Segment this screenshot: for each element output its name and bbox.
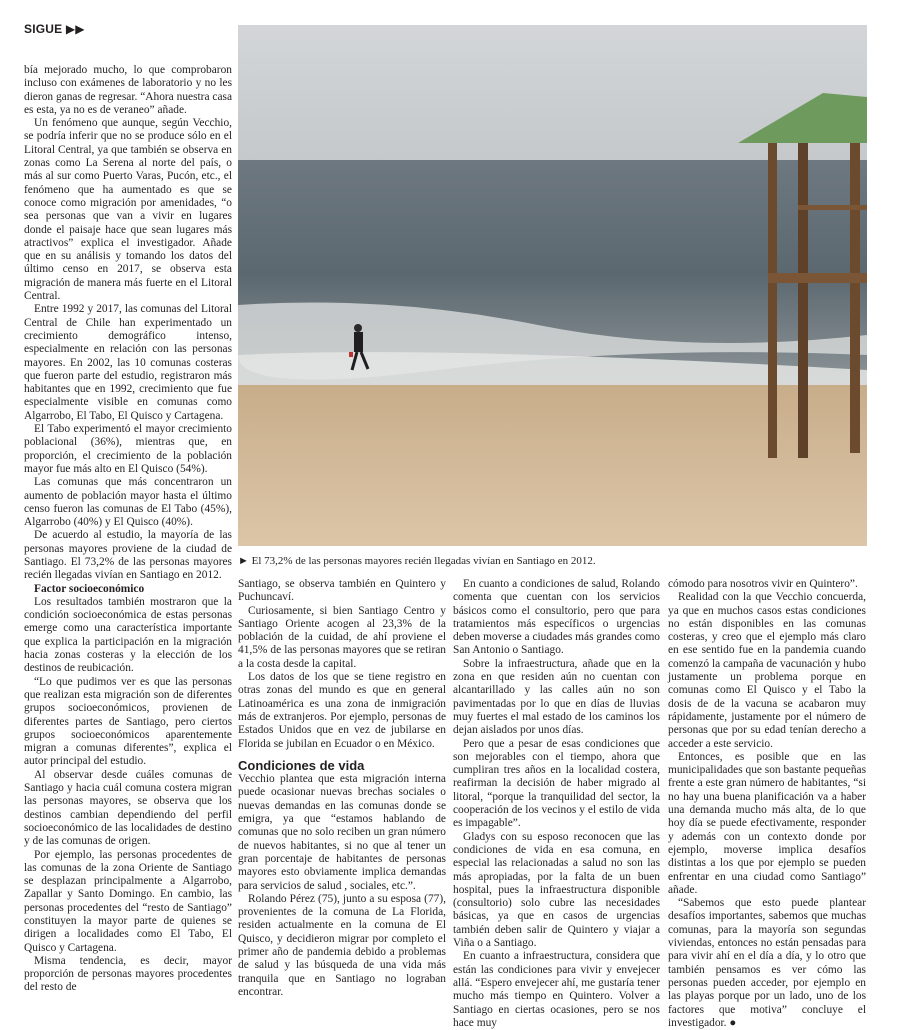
paragraph: Curiosamente, si bien Santiago Centro y Santiago Oriente acogen al 23,3% de la población de la cuidad, de ahí proviene el 41,5% de las personas mayores que se retiran a la costa desde la capital. bbox=[238, 604, 446, 670]
paragraph: En cuanto a condiciones de salud, Rolando comenta que cuentan con los servicios básicos como el consultorio, pero que para tratamientos más específicos o urgencias deben moverse a ciudades más grandes como San Antonio o Santiago. bbox=[453, 578, 660, 657]
paragraph: bía mejorado mucho, lo que comprobaron incluso con exámenes de laboratorio y no les dieron ganas de regresar. “Ahora nuestra casa es esta, ya no es de veraneo” añade. bbox=[24, 64, 232, 116]
paragraph: Santiago, se observa también en Quintero y Puchuncaví. bbox=[238, 578, 446, 604]
paragraph: Gladys con su esposo reconocen que las condiciones de vida en esa comuna, en especial las relacionadas a salud no son las más apropiadas, por la falta de un buen hospital, pues la infraestructura disponible (consultorio) solo cubre las necesidades básicas, ya que en casos de urgencias también deben salir de Quintero y viajar a Viña o a Santiago. bbox=[453, 830, 660, 950]
article-column-3 bbox=[453, 578, 660, 1030]
paragraph: Pero que a pesar de esas condiciones que son mejorables con el tiempo, ahora que cumpliran tres años en la localidad costera, reafirman la decisión de haber migrado al litoral, “porque la tranquilidad del sector, la cooperación de los vecinos y el estilo de vida es impagable”. bbox=[453, 737, 660, 830]
paragraph: Realidad con la que Vecchio concuerda, ya que en muchos casos estas condiciones no están disponibles en las comunas costeras, y creo que el ejemplo más claro en ese sentido fue en la pandemia cuando comenzó la campaña de vacunación y hubo justamente un problema porque en comunas como El Quisco y el Tabo la dosis de de la vacuna se acabaron muy rápidamente, justamente por el número de personas que por su edad tenían derecho a acceder a este servicio. bbox=[668, 591, 866, 750]
paragraph: Sobre la infraestructura, añade que en la zona en que residen aún no cuentan con alcantarillado y las calles aún no son pavimentadas por lo que en días de lluvias muy fuertes el mal estado de los caminos los dejan aislados por unos días. bbox=[453, 657, 660, 737]
paragraph: Los datos de los que se tiene registro en otras zonas del mundo es que en general Latinoamérica es una zona de inmigración más de extranjeros. Por ejemplo, personas de Estados Unidos que en vez de jubilarse en Florida se jubilan en Ecuador o en México. bbox=[238, 671, 446, 750]
paragraph: “Lo que pudimos ver es que las personas que realizan esta migración son de diferentes grupos socioeconómicos, provienen de diferentes partes de Santiago, pero ciertos grupos socioeconómicos aparentemente migran a comunas diferentes”, explica el autor principal del estudio. bbox=[24, 675, 232, 768]
beach-photo bbox=[238, 25, 867, 546]
paragraph: Entre 1992 y 2017, las comunas del Litoral Central de Chile han experimentado un crecimiento demográfico intenso, especialmente en relación con las personas mayores. En 2002, las 10 comunas costeras que fueron parte del estudio, registraron más habitantes que en 1992, crecimiento que fue especialmente visible en comunas como Algarrobo, El Tabo, El Quisco y Cartagena. bbox=[24, 303, 232, 422]
paragraph: De acuerdo al estudio, la mayoría de las personas mayores proviene de la ciudad de Santiago. El 73,2% de las personas mayores recién llegadas vivían en Santiago en 2012. bbox=[24, 529, 232, 582]
paragraph: En cuanto a infraestructura, considera que están las condiciones para vivir y envejecer allá. “Espero envejecer ahí, me gustaría tener mucho más tiempo en Quintero. Volver a Santiago en ciertas ocasiones, pero se nos hace muy bbox=[453, 950, 660, 1029]
paragraph: Rolando Pérez (75), junto a su esposa (77), provenientes de la comuna de La Florida, residen actualmente en la comuna de El Quisco, y decidieron migrar por completo el primer año de pandemia debido a problemas de salud y las búsqueda de una vida más tranquila que en Santiago no lograban encontrar. bbox=[238, 892, 446, 998]
paragraph: Entonces, es posible que en las municipalidades que son bastante pequeñas frente a este gran número de habitantes, “si no hay una buena planificación va a haber una demanda mucho más alta, de lo que hoy día se puede efectivamente, responder y además con un contexto donde por ejemplo, moverse implica desafíos distintas a los que por ejemplo se pueden enfrentar en una ciudad como Santiago” añade. bbox=[668, 750, 867, 896]
caption-text: El 73,2% de las personas mayores recién llegadas vivían en Santiago en 2012. bbox=[251, 555, 596, 567]
paragraph: Las comunas que más concentraron un aumento de población mayor hasta el último censo fueron las comunas de El Tabo (45%), Algarrobo (40%) y El Quisco (40%). bbox=[24, 476, 232, 529]
caption-marker-icon: ► bbox=[238, 555, 249, 567]
continue-label: SIGUE ▶▶ bbox=[24, 22, 85, 36]
end-mark-icon: ● bbox=[726, 1016, 737, 1029]
paragraph: Misma tendencia, es decir, mayor proporción de personas mayores procedentes del resto de bbox=[24, 954, 232, 994]
paragraph: Por ejemplo, las personas procedentes de las comunas de la zona Oriente de Santiago se desplazan principalmente a Algarrobo, Zapallar y Santo Domingo. En cambio, las personas procedentes del “resto de Santiago” constituyen la mayor parte de quienes se dirigen a localidades como El Tabo, El Quisco y Cartagena. bbox=[24, 848, 232, 954]
paragraph: Un fenómeno que aunque, según Vecchio, se podría inferir que no se produce sólo en el Litoral Central, ya que también se observa en zonas como La Serena al norte del país, o más al sur como Puerto Varas, Pucón, etc., el fenómeno que ha aumentado es que se conoce como migración por amenidades, “o sea personas que van a vivir en lugares donde el paisaje hace que sean lugares más atractivos” explica el investigador. Añade que en su análisis y tomando los datos del último censo en 2017, se observa esta migración de manera más fuerte en el Litoral Central. bbox=[24, 117, 232, 303]
paragraph: Al observar desde cuáles comunas de Santiago y hacia cuál comuna costera migran las personas mayores, se observa que los destinos cambian dependiendo del perfil socioeconómico de las localidades de destino y de las comunas de origen. bbox=[24, 768, 232, 848]
paragraph: Vecchio plantea que esta migración interna puede ocasionar nuevas brechas sociales o nuevas demandas en las comunas donde se emigra, ya que “estamos hablando de comunas que no solo reciben un gran número de nuevos habitantes, si no que al tener un gran porcentaje de habitantes de personas mayores esto obviamente implica demandas para servicios de salud , sociales, etc.”. bbox=[238, 773, 446, 892]
article-column-2 bbox=[238, 578, 446, 999]
paragraph: El Tabo experimentó el mayor crecimiento poblacional (36%), mientras que, en proporción, el crecimiento de la población mayor fue más alto en El Quisco (54%). bbox=[24, 423, 232, 475]
paragraph: “Sabemos que esto puede plantear desafíos importantes, sabemos que muchas comunas, para la mayoría son segundas viviendas, entonces no están pensadas para para vivir ahí en el día a día, y lo otro que también pensamos es ver cómo las personas pueden acceder, por ejemplo en las playas porque por un lado, uno de los factores que motiva” concluye el investigador. ● bbox=[668, 897, 866, 1029]
subheading: Factor socioeconómico bbox=[34, 582, 145, 595]
paragraph: Los resultados también mostraron que la condición socioeconómica de estas personas emerge como una característica importante que explica la participación en la migración hacia zonas costeras y la elección de los destinos de reubicación. bbox=[24, 595, 232, 675]
subheading: Condiciones de vida bbox=[238, 757, 365, 773]
paragraph: cómodo para nosotros vivir en Quintero”. bbox=[668, 578, 858, 590]
article-column-1 bbox=[24, 64, 232, 995]
article-column-4 bbox=[668, 578, 866, 1030]
photo-caption bbox=[238, 555, 867, 567]
